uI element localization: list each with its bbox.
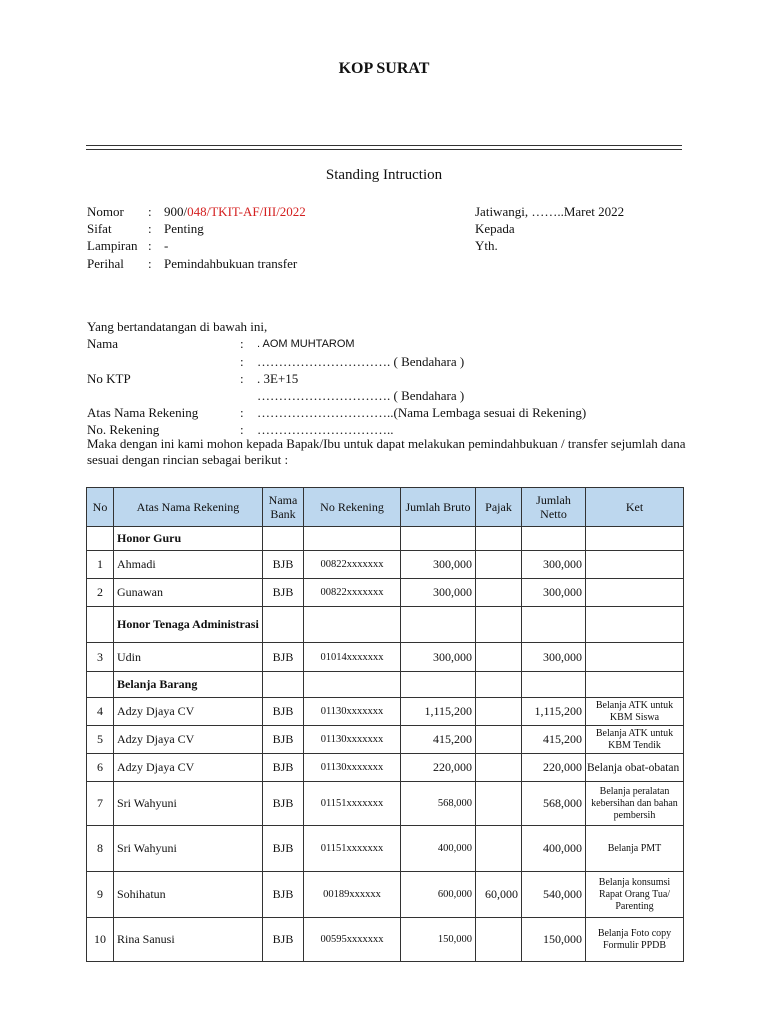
- body-line-2: sesuai dengan rincian sebagai berikut :: [87, 452, 289, 467]
- cell-ket: Belanja obat-obatan: [586, 754, 684, 782]
- table-row: [87, 551, 684, 579]
- cell-netto: 300,000: [522, 643, 586, 672]
- cell-bank: BJB: [263, 754, 304, 782]
- cell-rekening: 01130xxxxxxx: [304, 726, 401, 754]
- header-ket: Ket: [586, 488, 684, 527]
- cell-netto: 415,200: [522, 726, 586, 754]
- sifat-value: Penting: [164, 221, 204, 236]
- document-subtitle: Standing Intruction: [325, 167, 443, 183]
- cell-nama: Ahmadi: [114, 551, 263, 579]
- cell-bruto: 415,200: [401, 726, 476, 754]
- nama-value: . AOM MUHTAROM: [257, 338, 355, 350]
- cell-nama: Adzy Djaya CV: [114, 698, 263, 726]
- cell-bank: BJB: [263, 726, 304, 754]
- cell-ket: [586, 551, 684, 579]
- header-bruto: Jumlah Bruto: [401, 488, 476, 527]
- cell-bank: BJB: [263, 643, 304, 672]
- nomor-label: Nomor: [87, 204, 124, 219]
- lampiran-label: Lampiran: [87, 238, 138, 253]
- cell-no: 10: [87, 918, 114, 962]
- cell-pajak: [476, 918, 522, 962]
- cell-ket: Belanja konsumsi Rapat Orang Tua/ Parenting: [586, 872, 684, 918]
- section-label: Honor Tenaga Administrasi: [114, 607, 263, 643]
- cell-netto: 150,000: [522, 918, 586, 962]
- letterhead-title: KOP SURAT: [338, 60, 430, 77]
- header-divider-secondary: [86, 149, 682, 150]
- transfer-table: [86, 487, 684, 962]
- table-row: [87, 698, 684, 726]
- cell-nama: Rina Sanusi: [114, 918, 263, 962]
- cell-netto: 540,000: [522, 872, 586, 918]
- cell-rekening: 00822xxxxxxx: [304, 551, 401, 579]
- lampiran-value: -: [164, 238, 169, 253]
- rekening-no-colon: :: [240, 422, 244, 437]
- cell-nama: Sri Wahyuni: [114, 826, 263, 872]
- cell-no: 5: [87, 726, 114, 754]
- cell-bruto: 300,000: [401, 551, 476, 579]
- cell-no: 9: [87, 872, 114, 918]
- cell-bruto: 220,000: [401, 754, 476, 782]
- cell-nama: Sri Wahyuni: [114, 782, 263, 826]
- cell-rekening: 01014xxxxxxx: [304, 643, 401, 672]
- cell-no: 2: [87, 579, 114, 607]
- cell-bruto: 150,000: [401, 918, 476, 962]
- header-rekening: No Rekening: [304, 488, 401, 527]
- table-row: [87, 872, 684, 918]
- cell-bank: BJB: [263, 872, 304, 918]
- letter-date: Jatiwangi, ……..Maret 2022: [475, 204, 625, 219]
- cell-no: 8: [87, 826, 114, 872]
- perihal-colon: :: [148, 256, 152, 271]
- cell-rekening: 00189xxxxxx: [304, 872, 401, 918]
- cell-nama: Sohihatun: [114, 872, 263, 918]
- table-row: [87, 579, 684, 607]
- header-divider: [86, 145, 682, 146]
- cell-netto: 1,115,200: [522, 698, 586, 726]
- header-nama: Atas Nama Rekening: [114, 488, 263, 527]
- section-row: [87, 527, 684, 551]
- cell-pajak: [476, 726, 522, 754]
- table-row: [87, 643, 684, 672]
- table-row: [87, 782, 684, 826]
- cell-bank: BJB: [263, 918, 304, 962]
- section-row: [87, 607, 684, 643]
- ktp-label: No KTP: [87, 371, 131, 386]
- bendahara-line-1: …………………………. ( Bendahara ): [257, 354, 465, 369]
- lampiran-colon: :: [148, 238, 152, 253]
- sifat-colon: :: [148, 221, 152, 236]
- cell-pajak: [476, 754, 522, 782]
- table-row: [87, 726, 684, 754]
- cell-pajak: [476, 782, 522, 826]
- cell-pajak: [476, 698, 522, 726]
- cell-no: 7: [87, 782, 114, 826]
- cell-pajak: [476, 551, 522, 579]
- recipient-yth: Yth.: [475, 238, 498, 253]
- cell-no: 1: [87, 551, 114, 579]
- cell-rekening: 00595xxxxxxx: [304, 918, 401, 962]
- cell-no: 3: [87, 643, 114, 672]
- perihal-label: Perihal: [87, 256, 124, 271]
- rekening-no-value: …………………………..: [257, 422, 394, 437]
- section-label: Honor Guru: [114, 527, 263, 551]
- cell-netto: 400,000: [522, 826, 586, 872]
- cell-netto: 220,000: [522, 754, 586, 782]
- cell-ket: [586, 579, 684, 607]
- rekening-nama-label: Atas Nama Rekening: [87, 405, 199, 420]
- cell-ket: [586, 643, 684, 672]
- table-row: [87, 826, 684, 872]
- table-header-row: [87, 488, 684, 527]
- cell-pajak: [476, 826, 522, 872]
- header-netto: Jumlah Netto: [522, 488, 586, 527]
- rekening-no-label: No. Rekening: [87, 422, 160, 437]
- recipient-label: Kepada: [475, 221, 515, 236]
- cell-bank: BJB: [263, 551, 304, 579]
- nama-colon: :: [240, 336, 244, 351]
- cell-bruto: 600,000: [401, 872, 476, 918]
- rekening-nama-colon: :: [240, 405, 244, 420]
- perihal-value: Pemindahbukuan transfer: [164, 256, 298, 271]
- cell-rekening: 01130xxxxxxx: [304, 698, 401, 726]
- cell-bank: BJB: [263, 579, 304, 607]
- cell-rekening: 01151xxxxxxx: [304, 782, 401, 826]
- cell-no: 4: [87, 698, 114, 726]
- cell-nama: Gunawan: [114, 579, 263, 607]
- cell-bruto: 300,000: [401, 579, 476, 607]
- ktp-colon: :: [240, 371, 244, 386]
- cell-rekening: 01130xxxxxxx: [304, 754, 401, 782]
- cell-bruto: 568,000: [401, 782, 476, 826]
- table-row: [87, 918, 684, 962]
- cell-bank: BJB: [263, 826, 304, 872]
- signer-intro: Yang bertandatangan di bawah ini,: [87, 319, 268, 334]
- table-row: [87, 754, 684, 782]
- cell-pajak: [476, 643, 522, 672]
- cell-ket: Belanja Foto copy Formulir PPDB: [586, 918, 684, 962]
- ktp-value: . 3E+15: [257, 371, 299, 386]
- rekening-nama-value: …………………………..(Nama Lembaga sesuai di Rekening): [257, 405, 587, 420]
- sifat-label: Sifat: [87, 221, 112, 236]
- nomor-value: [164, 204, 306, 220]
- nomor-code: 048/TKIT-AF/III/2022: [187, 204, 306, 219]
- section-label: Belanja Barang: [114, 672, 263, 698]
- bendahara-colon: :: [240, 354, 244, 369]
- cell-netto: 300,000: [522, 579, 586, 607]
- cell-nama: Adzy Djaya CV: [114, 754, 263, 782]
- cell-bruto: 400,000: [401, 826, 476, 872]
- header-bank: Nama Bank: [263, 488, 304, 527]
- nomor-colon: :: [148, 204, 152, 219]
- cell-ket: Belanja PMT: [586, 826, 684, 872]
- cell-rekening: 01151xxxxxxx: [304, 826, 401, 872]
- cell-bank: BJB: [263, 698, 304, 726]
- cell-bank: BJB: [263, 782, 304, 826]
- body-line-1: Maka dengan ini kami mohon kepada Bapak/Ibu untuk dapat melakukan pemindahbukuan / transfer sejumlah dana: [87, 436, 686, 451]
- section-row: [87, 672, 684, 698]
- cell-ket: Belanja ATK untuk KBM Siswa: [586, 698, 684, 726]
- cell-netto: 300,000: [522, 551, 586, 579]
- cell-nama: Udin: [114, 643, 263, 672]
- bendahara-line-2: …………………………. ( Bendahara ): [257, 388, 465, 403]
- cell-pajak: 60,000: [476, 872, 522, 918]
- cell-bruto: 1,115,200: [401, 698, 476, 726]
- cell-rekening: 00822xxxxxxx: [304, 579, 401, 607]
- cell-no: 6: [87, 754, 114, 782]
- cell-ket: Belanja ATK untuk KBM Tendik: [586, 726, 684, 754]
- cell-netto: 568,000: [522, 782, 586, 826]
- nama-label: Nama: [87, 336, 119, 351]
- cell-nama: Adzy Djaya CV: [114, 726, 263, 754]
- nomor-prefix: 900/: [164, 204, 188, 219]
- cell-bruto: 300,000: [401, 643, 476, 672]
- cell-ket: Belanja peralatan kebersihan dan bahan pembersih: [586, 782, 684, 826]
- header-pajak: Pajak: [476, 488, 522, 527]
- cell-pajak: [476, 579, 522, 607]
- header-no: No: [87, 488, 114, 527]
